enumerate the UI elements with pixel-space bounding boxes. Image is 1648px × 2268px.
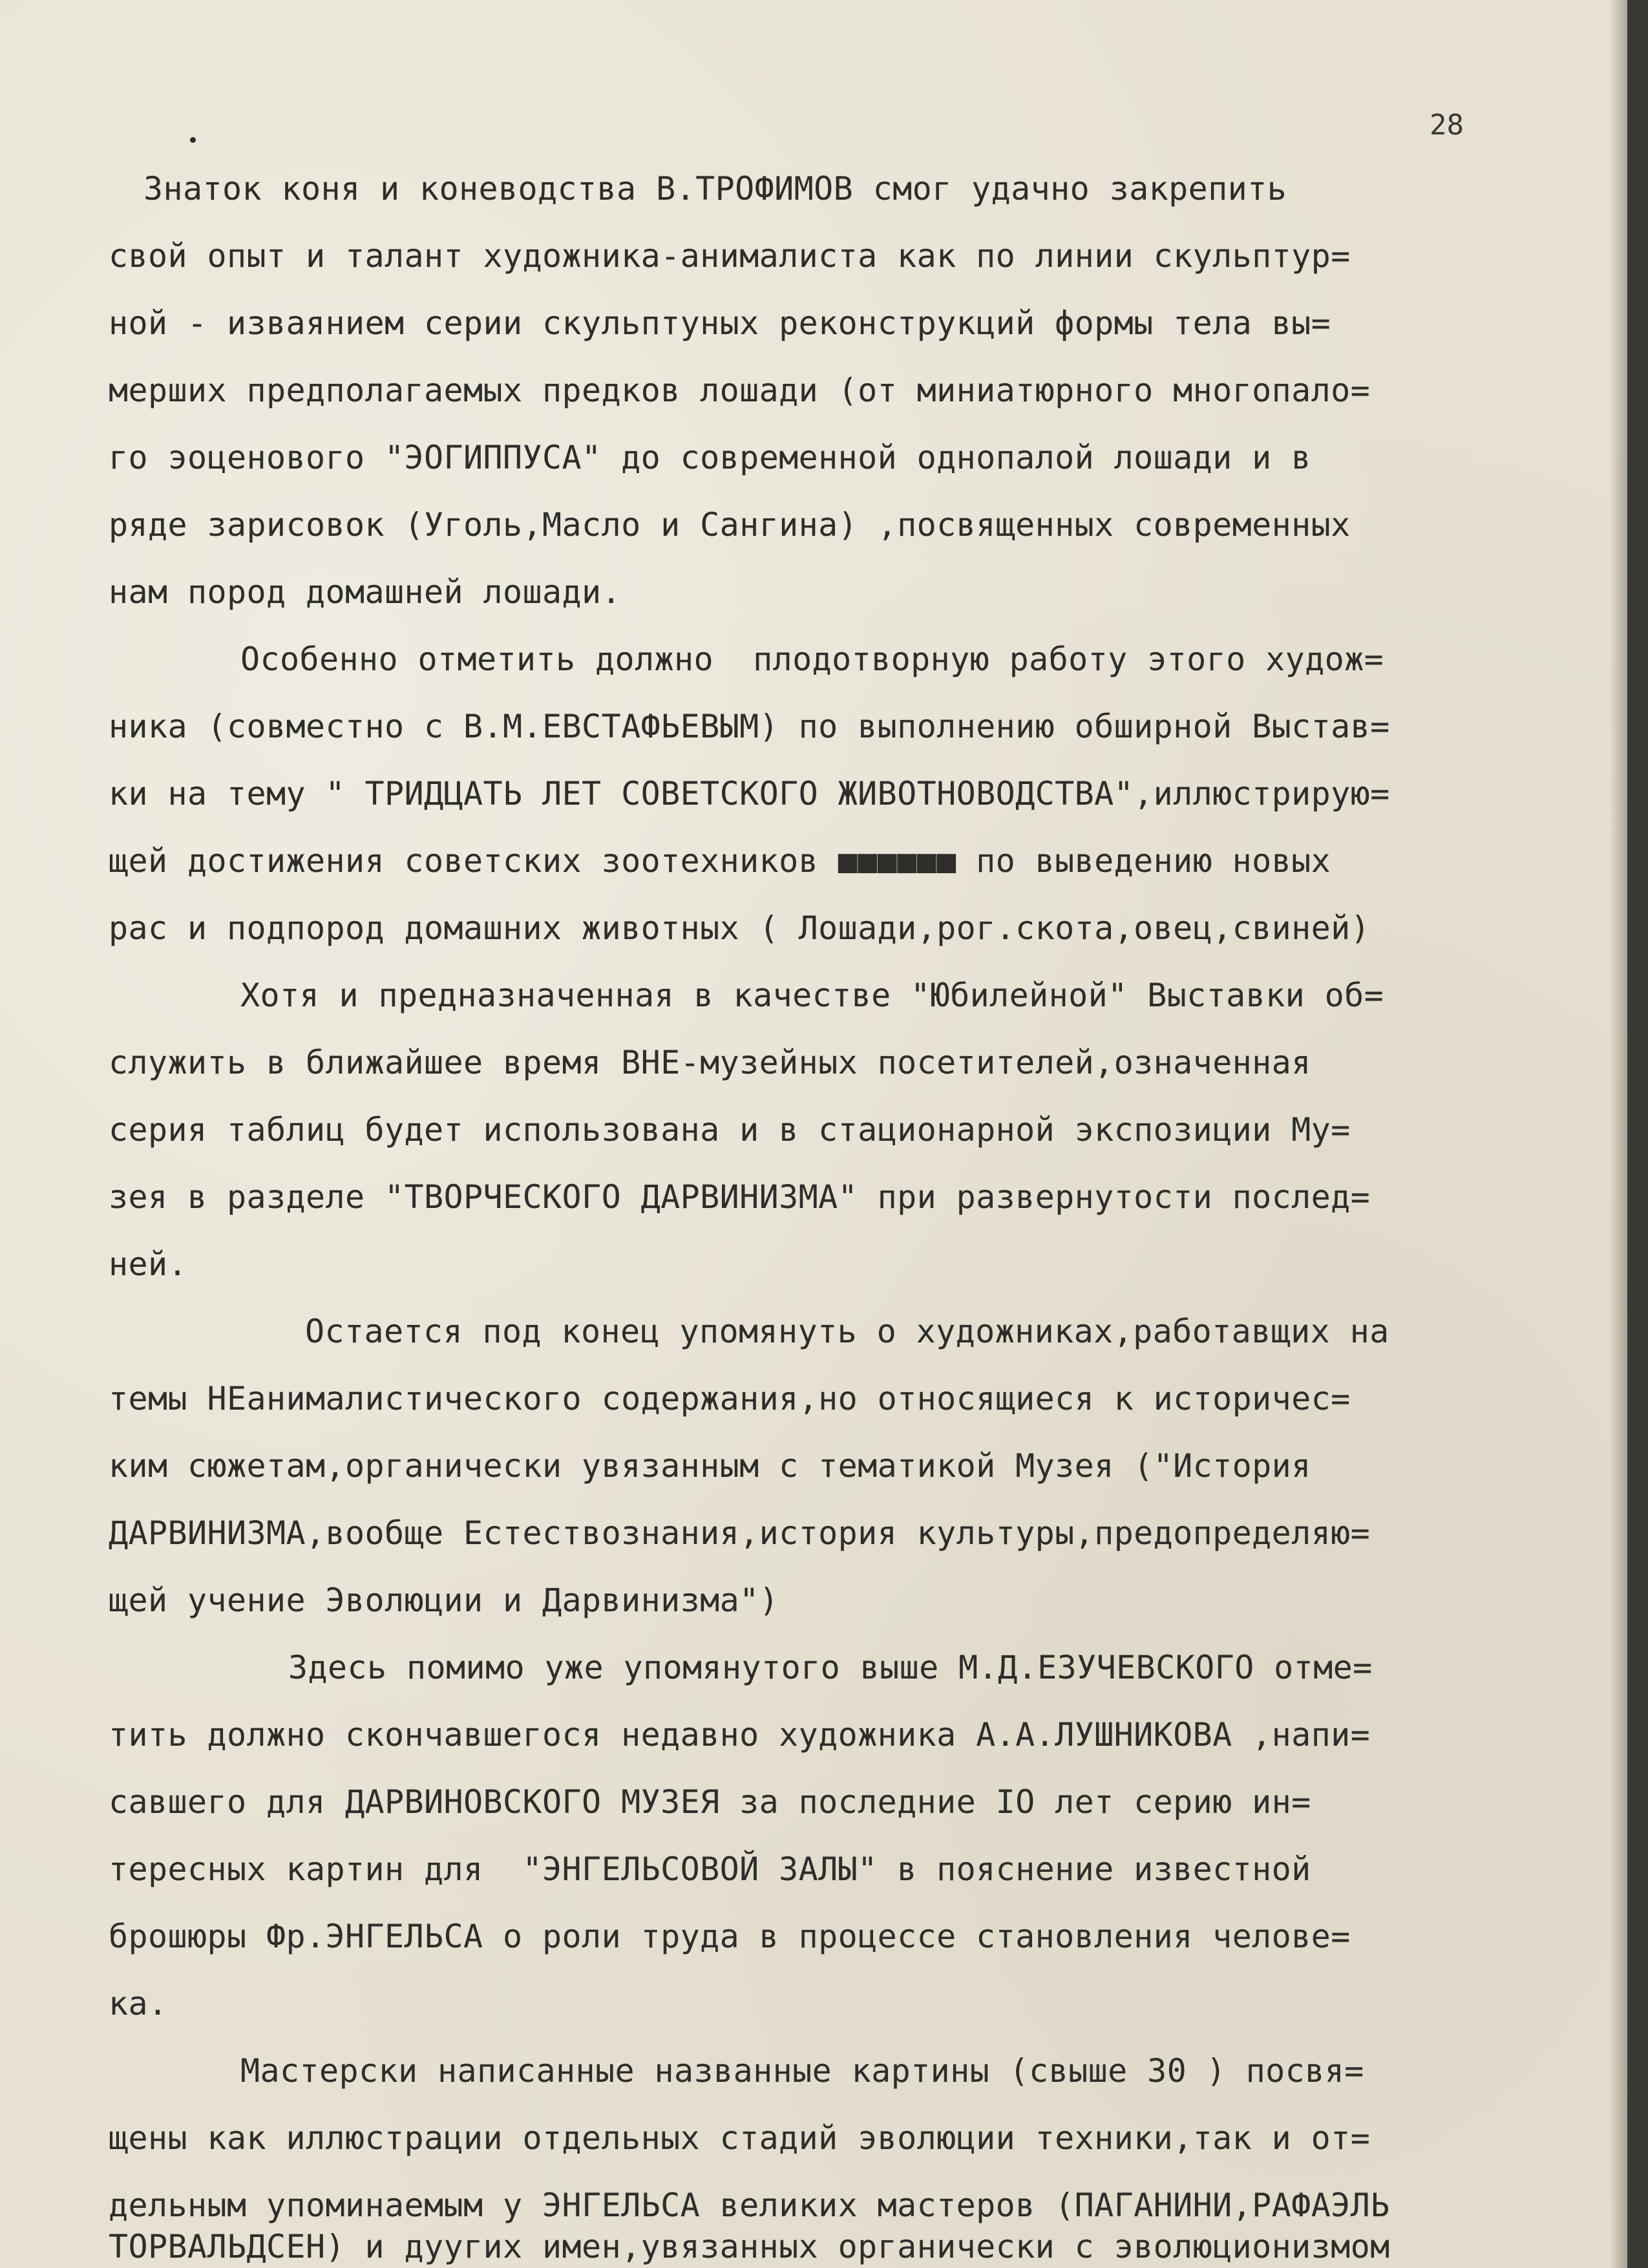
text-line: ка. (109, 1985, 168, 2022)
text-line: ким сюжетам,органически увязанным с тематикой Музея ("История (109, 1447, 1311, 1485)
text-line: Остается под конец упомянуть о художниках,работавщих на (305, 1313, 1389, 1350)
text-line: ника (совместно с В.М.ЕВСТАФЬЕВЫМ) по выполнению обширной Выстав= (109, 708, 1390, 745)
text-line: Знаток коня и коневодства В.ТРОФИМОВ смог удачно закрепить (143, 170, 1287, 207)
text-line: Мастерски написанные названные картины (свыше 30 ) посвя= (240, 2052, 1364, 2090)
text-line: савшего для ДАРВИНОВСКОГО МУЗЕЯ за последние IO лет серию ин= (109, 1783, 1311, 1821)
text-line: тить должно скончавшегося недавно художника А.А.ЛУШНИКОВА ,напи= (109, 1716, 1371, 1754)
text-line: темы НЕанималистического содержания,но относящиеся к историчес= (109, 1380, 1351, 1417)
text-line: дельным упоминаемым у ЭНГЕЛЬСА великих мастеров (ПАГАНИНИ,РАФАЭЛЬ (109, 2187, 1390, 2224)
text-line: служить в ближайшее время ВНЕ-музейных посетителей,означенная (109, 1044, 1311, 1081)
text-line: щей достижения советских зоотехников ■■■■■■ по выведению новых (109, 842, 1331, 880)
text-line: свой опыт и талант художника-анималиста как по линии скульптур= (109, 237, 1351, 275)
text-line: ряде зарисовок (Уголь,Масло и Сангина) ,посвященных современных (109, 506, 1351, 544)
text-line: ней. (109, 1245, 188, 1283)
text-line: ки на тему " ТРИДЦАТЬ ЛЕТ СОВЕТСКОГО ЖИВОТНОВОДСТВА",иллюстрирую= (109, 775, 1390, 812)
text-line: щей учение Эволюции и Дарвинизма") (109, 1582, 779, 1619)
text-line: брошюры Фр.ЭНГЕЛЬСА о роли труда в процессе становления челове= (109, 1918, 1351, 1955)
text-line: рас и подпород домашних животных ( Лошади,рог.скота,овец,свиней) (109, 909, 1371, 947)
text-line: серия таблиц будет использована и в стационарной экспозиции Му= (109, 1111, 1351, 1149)
text-line: ДАРВИНИЗМА,вообще Естествознания,история культуры,предопределяю= (109, 1514, 1371, 1552)
text-line: зея в разделе "ТВОРЧЕСКОГО ДАРВИНИЗМА" при развернутости послед= (109, 1178, 1371, 1216)
text-line: ной - изваянием серии скульптуных реконструкций формы тела вы= (109, 304, 1331, 342)
text-line: Особенно отметить должно плодотворную работу этого худож= (240, 641, 1384, 678)
text-line: нам пород домашней лошади. (109, 573, 622, 611)
text-line: ТОРВАЛЬДСЕН) и дуугих имен,увязанных органически с эволюционизмом (109, 2228, 1390, 2265)
page-number: 28 (1430, 109, 1464, 142)
text-line: мерших предполагаемых предков лошади (от миниатюрного многопало= (109, 372, 1371, 409)
text-line: Хотя и предназначенная в качестве "Юбилейной" Выставки об= (240, 977, 1384, 1014)
text-line: го эоценового "ЭОГИППУСА" до современной однопалой лошади и в (109, 439, 1311, 476)
text-line: тересных картин для "ЭНГЕЛЬСОВОЙ ЗАЛЫ" в пояснение известной (109, 1850, 1311, 1888)
text-line: Здесь помимо уже упомянутого выше М.Д.ЕЗУЧЕВСКОГО отме= (288, 1649, 1373, 1686)
text-line: щены как иллюстрации отдельных стадий эволюции техники,так и от= (109, 2119, 1371, 2157)
